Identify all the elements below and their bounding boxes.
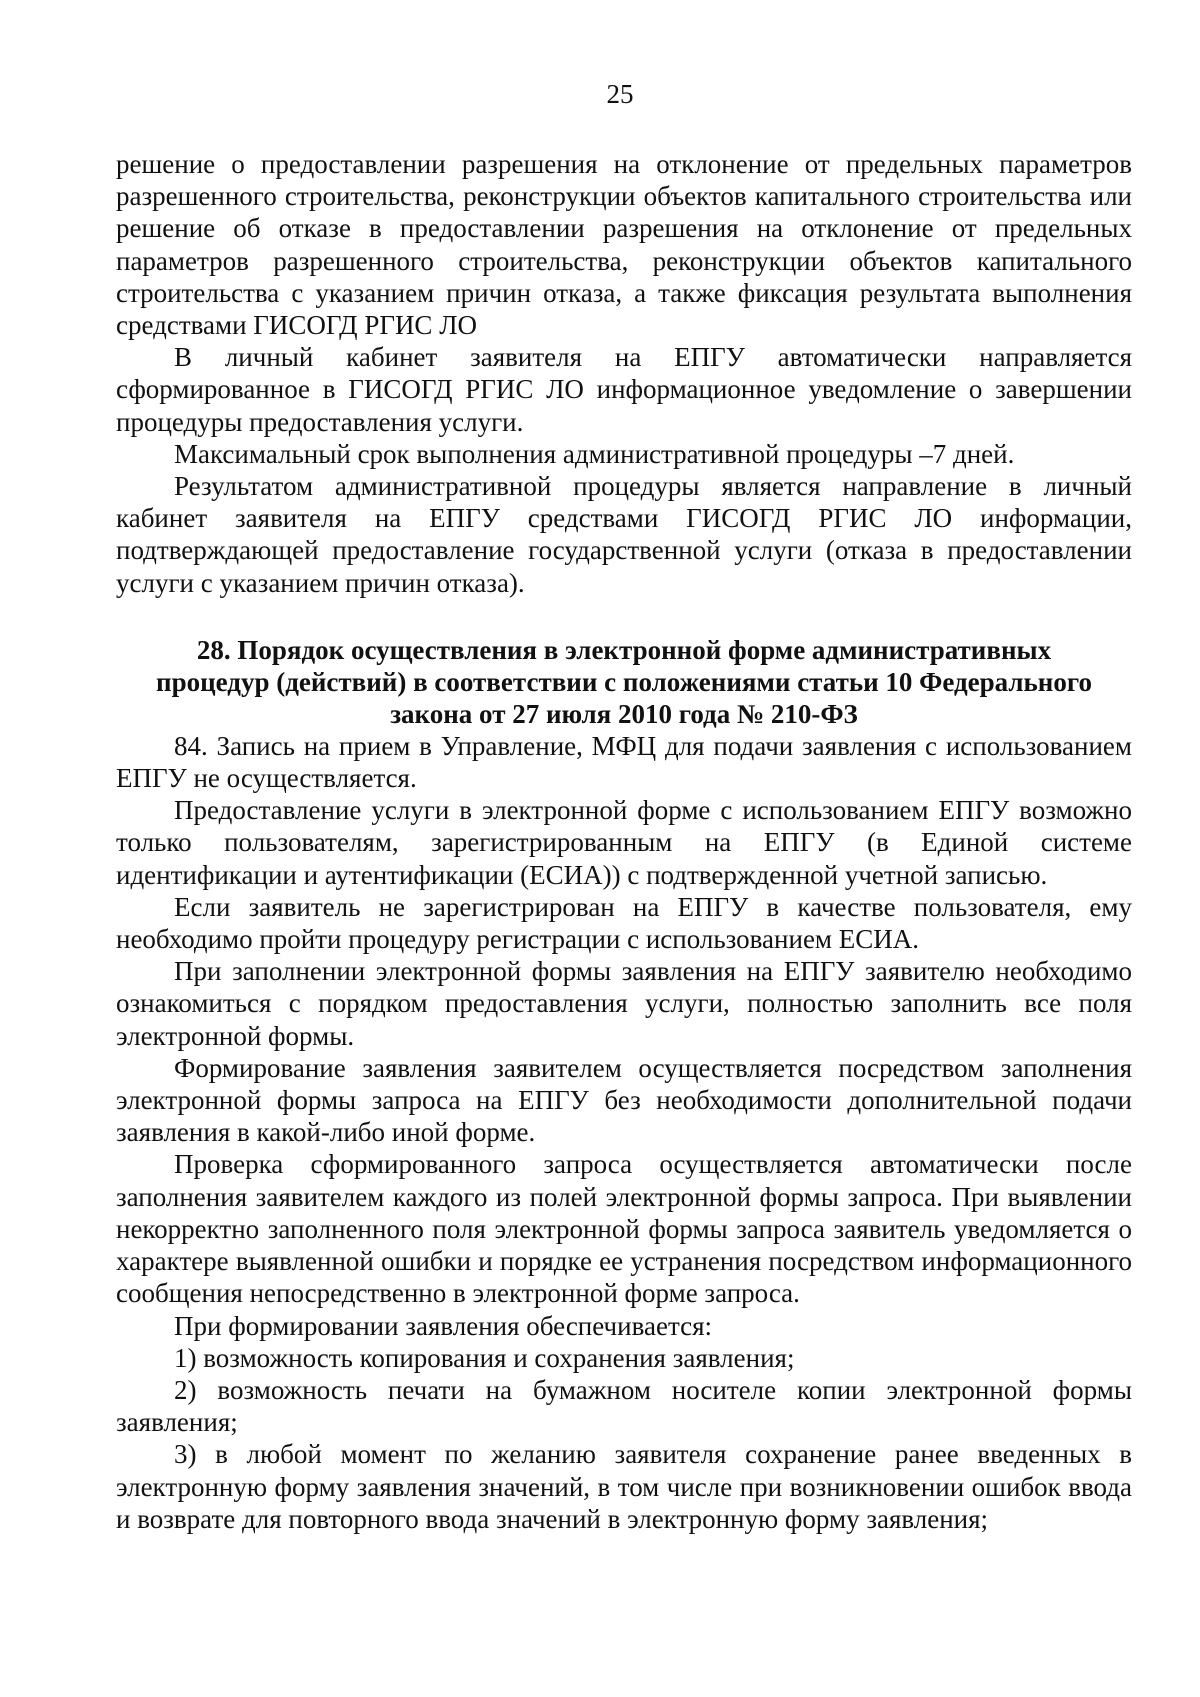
- section-heading-line: процедур (действий) в соответствии с положениями статьи 10 Федерального: [156, 666, 1092, 697]
- paragraph-provided-list-intro: При формировании заявления обеспечивается:: [174, 1310, 712, 1341]
- list-item: 3) в любой момент по желанию заявителя сохранение ранее введенных в электронную форму заявления значений, в том числе при возникновении ошибок ввода и возврате для повторного ввода значений в электронную форму заявления;: [116, 1439, 1132, 1534]
- paragraph-registration: Если заявитель не зарегистрирован на ЕПГУ в качестве пользователя, ему необходимо пройти процедуру регистрации с использованием ЕСИА.: [116, 891, 1132, 955]
- page-body: [116, 148, 1132, 1535]
- list-item: 2) возможность печати на бумажном носителе копии электронной формы заявления;: [116, 1374, 1132, 1438]
- paragraph-automatic-check: Проверка сформированного запроса осуществляется автоматически после заполнения заявителем каждого из полей электронной формы запроса. При выявлении некорректно заполненного поля электронной формы запроса заявитель уведомляется о характере выявленной ошибки и порядке ее устранения посредством информационного сообщения непосредственно в электронной форме запроса.: [116, 1149, 1132, 1309]
- paragraph-84: 84. Запись на прием в Управление, МФЦ для подачи заявления с использованием ЕПГУ не осуществляется.: [116, 730, 1132, 794]
- paragraph-max-term: Максимальный срок выполнения административной процедуры –7 дней.: [174, 438, 1015, 469]
- paragraph-form-creation: Формирование заявления заявителем осуществляется посредством заполнения электронной формы запроса на ЕПГУ без необходимости дополнительной подачи заявления в какой-либо иной форме.: [116, 1052, 1132, 1148]
- paragraph-decision-continuation: решение о предоставлении разрешения на отклонение от предельных параметров разрешенного строительства, реконструкции объектов капитального строительства или решение об отказе в предоставлении разрешения на отклонение от предельных параметров разрешенного строительства, реконструкции объектов капитального строительства с указанием причин отказа, а также фиксация результата выполнения средствами ГИСОГД РГИС ЛО: [116, 149, 1132, 341]
- paragraph-notification: В личный кабинет заявителя на ЕПГУ автоматически направляется сформированное в ГИСОГД РГИС ЛО информационное уведомление о завершении процедуры предоставления услуги.: [116, 342, 1132, 437]
- section-heading-line: 28. Порядок осуществления в электронной форме административных: [196, 634, 1052, 665]
- section-heading-line: закона от 27 июля 2010 года № 210-ФЗ: [390, 698, 858, 729]
- list-item: 1) возможность копирования и сохранения заявления;: [174, 1342, 795, 1373]
- paragraph-procedure-result: Результатом административной процедуры является направление в личный кабинет заявителя на ЕПГУ средствами ГИСОГД РГИС ЛО информации, подтверждающей предоставление государственной услуги (отказа в предоставлении услуги с указанием причин отказа).: [116, 471, 1132, 598]
- page-number: 25: [606, 79, 634, 109]
- section-heading: [116, 634, 1132, 730]
- paragraph-epgu-access: Предоставление услуги в электронной форме с использованием ЕПГУ возможно только пользователям, зарегистрированным на ЕПГУ (в Единой системе идентификации и аутентификации (ЕСИА)) с подтвержденной учетной записью.: [116, 795, 1132, 890]
- paragraph-form-fill: При заполнении электронной формы заявления на ЕПГУ заявителю необходимо ознакомиться с порядком предоставления услуги, полностью заполнить все поля электронной формы.: [116, 956, 1132, 1051]
